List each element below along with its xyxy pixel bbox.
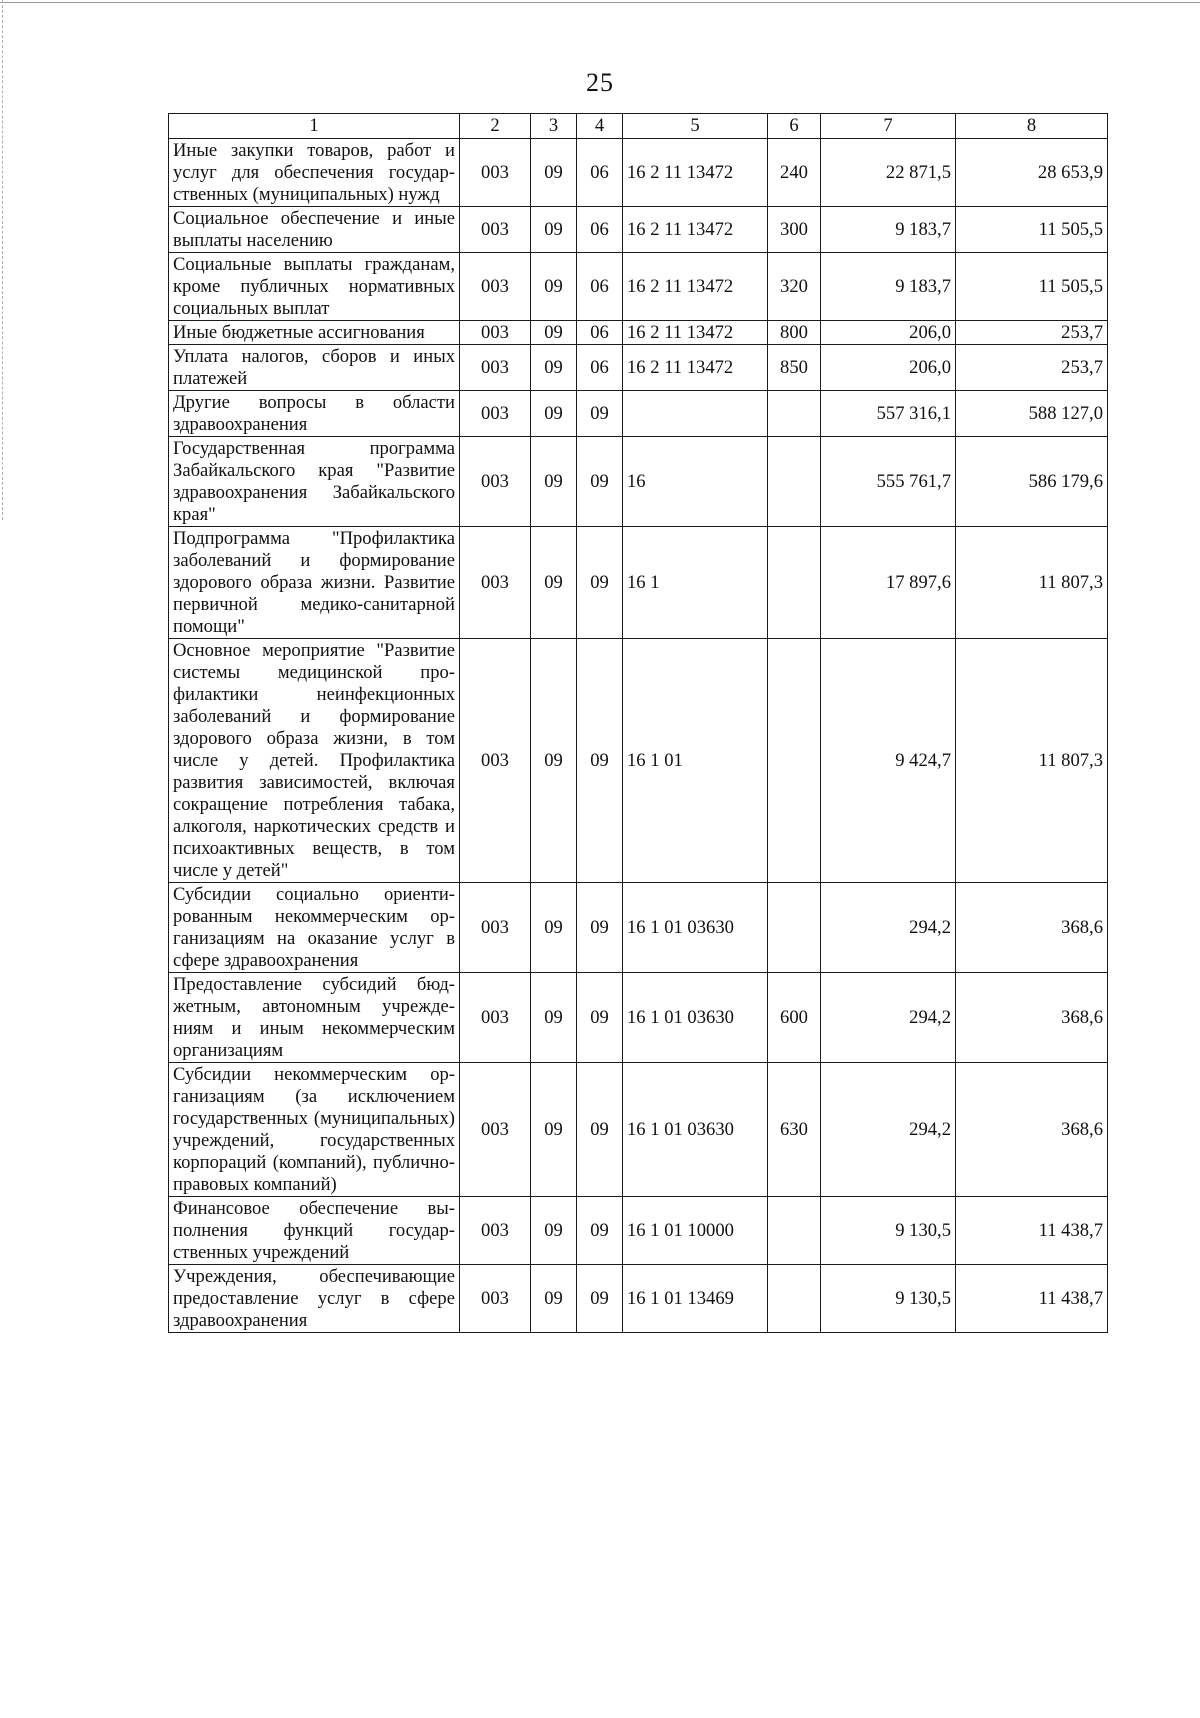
table-row <box>169 345 1108 391</box>
expense-type-cell <box>768 1197 821 1265</box>
table-row <box>169 973 1108 1063</box>
target-article-cell: 16 2 11 13472 <box>623 207 768 253</box>
item-name-cell: Предоставление субсидий бюджетным, автономным учреждениям и иным некоммерческим организациям <box>169 973 460 1063</box>
amount-year1-cell: 555 761,7 <box>821 437 956 527</box>
item-name-cell: Субсидии некоммерческим организациям (за исключением государственных (муниципальных) учреждений, государственных корпораций (компаний), публично-правовых компаний) <box>169 1063 460 1197</box>
expense-type-cell <box>768 883 821 973</box>
amount-year2-cell: 11 807,3 <box>956 527 1108 639</box>
admin-code-cell: 003 <box>460 883 531 973</box>
expense-type-cell: 240 <box>768 139 821 207</box>
section-cell: 09 <box>531 139 577 207</box>
target-article-cell: 16 2 11 13472 <box>623 139 768 207</box>
amount-year1-cell: 557 316,1 <box>821 391 956 437</box>
table-header-row <box>169 114 1108 139</box>
table-row <box>169 391 1108 437</box>
amount-year1-cell: 9 130,5 <box>821 1265 956 1333</box>
scan-edge-top <box>0 2 1200 3</box>
admin-code-cell: 003 <box>460 437 531 527</box>
subsection-cell: 09 <box>577 437 623 527</box>
section-cell: 09 <box>531 527 577 639</box>
item-name-cell: Основное мероприятие "Развитие системы медицинской профилактики неинфекционных заболеваний и формирование здорового образа жизни, в том числе у детей. Профилактика развития зависимостей, включая сокращение потребления табака, алкоголя, наркотических средств и психоактивных веществ, в том числе у детей" <box>169 639 460 883</box>
admin-code-cell: 003 <box>460 253 531 321</box>
amount-year2-cell: 368,6 <box>956 883 1108 973</box>
amount-year1-cell: 22 871,5 <box>821 139 956 207</box>
target-article-cell: 16 1 01 03630 <box>623 973 768 1063</box>
amount-year2-cell: 253,7 <box>956 321 1108 345</box>
table-row <box>169 1197 1108 1265</box>
amount-year1-cell: 9 183,7 <box>821 207 956 253</box>
budget-table <box>168 113 1108 1333</box>
page-number: 25 <box>586 68 614 97</box>
amount-year1-cell: 9 130,5 <box>821 1197 956 1265</box>
section-cell: 09 <box>531 391 577 437</box>
item-name-cell: Социальные выплаты гражданам, кроме публичных нормативных социальных выплат <box>169 253 460 321</box>
admin-code-cell: 003 <box>460 345 531 391</box>
amount-year2-cell: 588 127,0 <box>956 391 1108 437</box>
expense-type-cell <box>768 391 821 437</box>
item-name-cell: Социальное обеспечение и иные выплаты населению <box>169 207 460 253</box>
subsection-cell: 06 <box>577 321 623 345</box>
target-article-cell: 16 1 01 13469 <box>623 1265 768 1333</box>
column-header: 1 <box>169 114 460 139</box>
admin-code-cell: 003 <box>460 1063 531 1197</box>
table-row <box>169 253 1108 321</box>
subsection-cell: 06 <box>577 253 623 321</box>
admin-code-cell: 003 <box>460 391 531 437</box>
amount-year1-cell: 206,0 <box>821 345 956 391</box>
admin-code-cell: 003 <box>460 973 531 1063</box>
table-body <box>169 114 1108 1333</box>
amount-year2-cell: 368,6 <box>956 1063 1108 1197</box>
expense-type-cell: 800 <box>768 321 821 345</box>
expense-type-cell: 300 <box>768 207 821 253</box>
amount-year2-cell: 11 807,3 <box>956 639 1108 883</box>
expense-type-cell: 630 <box>768 1063 821 1197</box>
table-row <box>169 527 1108 639</box>
amount-year2-cell: 368,6 <box>956 973 1108 1063</box>
target-article-cell: 16 1 01 03630 <box>623 1063 768 1197</box>
column-header: 4 <box>577 114 623 139</box>
item-name-cell: Подпрограмма "Профилактика заболеваний и формирование здорового образа жизни. Развитие первичной медико-санитарной помощи" <box>169 527 460 639</box>
expense-type-cell <box>768 1265 821 1333</box>
target-article-cell: 16 2 11 13472 <box>623 253 768 321</box>
table-row <box>169 139 1108 207</box>
section-cell: 09 <box>531 345 577 391</box>
column-header: 2 <box>460 114 531 139</box>
expense-type-cell <box>768 639 821 883</box>
expense-type-cell <box>768 437 821 527</box>
item-name-cell: Уплата налогов, сборов и иных платежей <box>169 345 460 391</box>
target-article-cell: 16 1 01 03630 <box>623 883 768 973</box>
section-cell: 09 <box>531 437 577 527</box>
subsection-cell: 06 <box>577 139 623 207</box>
amount-year2-cell: 11 438,7 <box>956 1197 1108 1265</box>
column-header: 7 <box>821 114 956 139</box>
item-name-cell: Другие вопросы в области здравоохранения <box>169 391 460 437</box>
column-header: 6 <box>768 114 821 139</box>
column-header: 3 <box>531 114 577 139</box>
target-article-cell: 16 1 <box>623 527 768 639</box>
section-cell: 09 <box>531 883 577 973</box>
target-article-cell <box>623 391 768 437</box>
section-cell: 09 <box>531 639 577 883</box>
subsection-cell: 09 <box>577 639 623 883</box>
admin-code-cell: 003 <box>460 1265 531 1333</box>
admin-code-cell: 003 <box>460 527 531 639</box>
table-row <box>169 321 1108 345</box>
table-row <box>169 437 1108 527</box>
section-cell: 09 <box>531 207 577 253</box>
table-row <box>169 639 1108 883</box>
section-cell: 09 <box>531 1197 577 1265</box>
amount-year2-cell: 253,7 <box>956 345 1108 391</box>
subsection-cell: 09 <box>577 391 623 437</box>
expense-type-cell <box>768 527 821 639</box>
table-row <box>169 1063 1108 1197</box>
item-name-cell: Учреждения, обеспечивающие предоставление услуг в сфере здравоохранения <box>169 1265 460 1333</box>
table-row <box>169 1265 1108 1333</box>
amount-year2-cell: 11 505,5 <box>956 253 1108 321</box>
expense-type-cell: 600 <box>768 973 821 1063</box>
target-article-cell: 16 <box>623 437 768 527</box>
subsection-cell: 09 <box>577 1265 623 1333</box>
amount-year1-cell: 294,2 <box>821 883 956 973</box>
amount-year2-cell: 11 438,7 <box>956 1265 1108 1333</box>
subsection-cell: 09 <box>577 1197 623 1265</box>
table-row <box>169 883 1108 973</box>
amount-year1-cell: 9 183,7 <box>821 253 956 321</box>
item-name-cell: Субсидии социально ориентированным некоммерческим организациям на оказание услуг в сфере здравоохранения <box>169 883 460 973</box>
column-header: 8 <box>956 114 1108 139</box>
target-article-cell: 16 1 01 <box>623 639 768 883</box>
amount-year2-cell: 28 653,9 <box>956 139 1108 207</box>
section-cell: 09 <box>531 321 577 345</box>
amount-year2-cell: 11 505,5 <box>956 207 1108 253</box>
amount-year1-cell: 294,2 <box>821 973 956 1063</box>
subsection-cell: 09 <box>577 973 623 1063</box>
amount-year1-cell: 17 897,6 <box>821 527 956 639</box>
subsection-cell: 06 <box>577 345 623 391</box>
table-row <box>169 207 1108 253</box>
subsection-cell: 09 <box>577 527 623 639</box>
item-name-cell: Иные бюджетные ассигнования <box>169 321 460 345</box>
subsection-cell: 09 <box>577 883 623 973</box>
amount-year2-cell: 586 179,6 <box>956 437 1108 527</box>
section-cell: 09 <box>531 253 577 321</box>
item-name-cell: Финансовое обеспечение выполнения функций государственных учреждений <box>169 1197 460 1265</box>
admin-code-cell: 003 <box>460 321 531 345</box>
amount-year1-cell: 294,2 <box>821 1063 956 1197</box>
expense-type-cell: 850 <box>768 345 821 391</box>
admin-code-cell: 003 <box>460 639 531 883</box>
item-name-cell: Государственная программа Забайкальского края "Развитие здравоохранения Забайкальского края" <box>169 437 460 527</box>
column-header: 5 <box>623 114 768 139</box>
admin-code-cell: 003 <box>460 139 531 207</box>
subsection-cell: 06 <box>577 207 623 253</box>
subsection-cell: 09 <box>577 1063 623 1197</box>
admin-code-cell: 003 <box>460 1197 531 1265</box>
expense-type-cell: 320 <box>768 253 821 321</box>
amount-year1-cell: 9 424,7 <box>821 639 956 883</box>
section-cell: 09 <box>531 1265 577 1333</box>
admin-code-cell: 003 <box>460 207 531 253</box>
item-name-cell: Иные закупки товаров, работ и услуг для обеспечения государственных (муниципальных) нужд <box>169 139 460 207</box>
section-cell: 09 <box>531 1063 577 1197</box>
amount-year1-cell: 206,0 <box>821 321 956 345</box>
target-article-cell: 16 1 01 10000 <box>623 1197 768 1265</box>
section-cell: 09 <box>531 973 577 1063</box>
target-article-cell: 16 2 11 13472 <box>623 345 768 391</box>
target-article-cell: 16 2 11 13472 <box>623 321 768 345</box>
